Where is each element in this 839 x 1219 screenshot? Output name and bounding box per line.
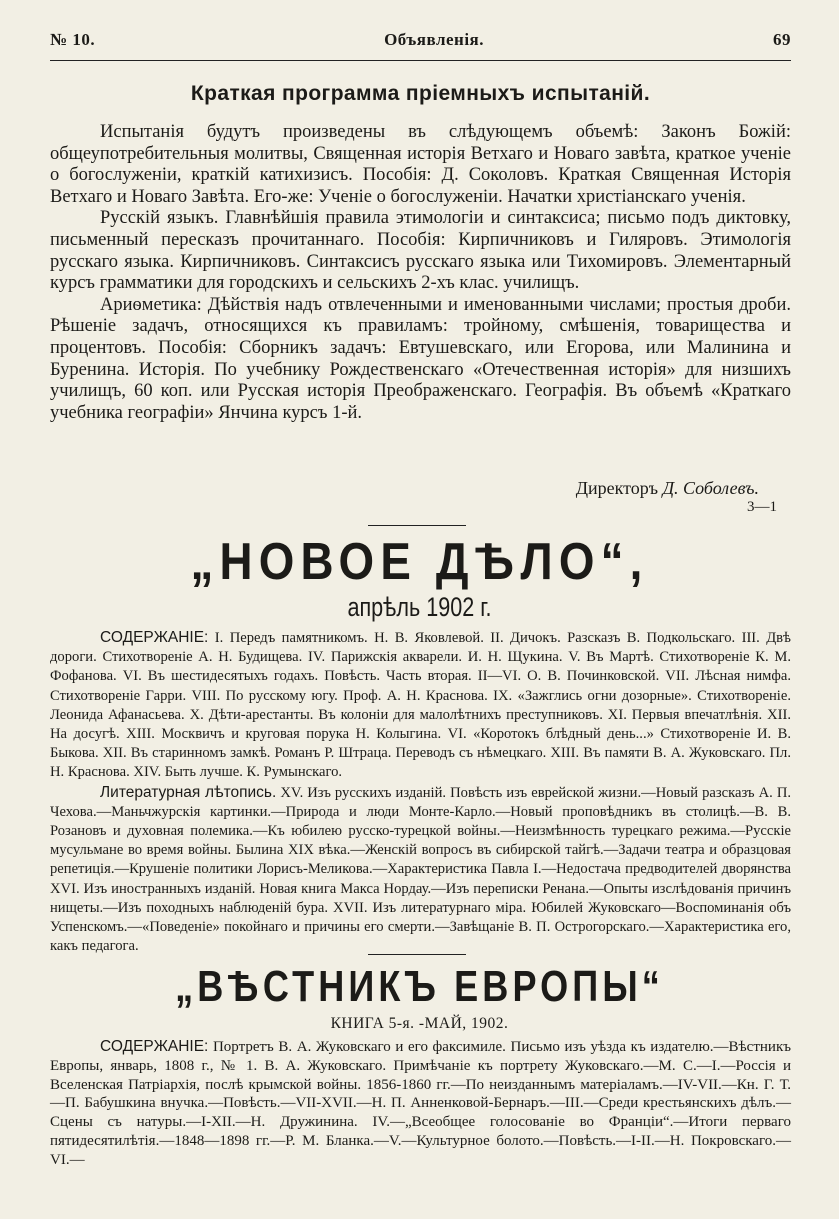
novoe-delo-contents — [50, 628, 791, 956]
vestnik-contents — [50, 1038, 791, 1170]
issue-number: № 10. — [50, 30, 96, 49]
header-rule — [50, 60, 791, 61]
vestnik-title: „ВѢСТНИКЪ ЕВРОПЫ“ — [175, 962, 664, 1011]
vestnik-date: КНИГА 5-я. -МАЙ, 1902. — [330, 1015, 509, 1032]
chronicle-text: XV. Изъ русскихъ изданій. Повѣсть изъ еврейской жизни.—Новый разсказъ А. П. Чехова.—Маньчжурскія картинки.—Природа и люди Монте-Карло.—Новый проповѣдникъ въ столицѣ.—В. В. Розановъ и духовная полемика.—Къ юбилею русско-турецкой войны.—Неизмѣнность турецкаго режима.—Русскіе мусульмане во время войны. Былина XIX вѣка.—Женскій вопросъ въ сибирской тайгѣ.—Задачи театра и образцовая репетиція.—Крушеніе политики Лорисъ-Меликова.—Характеристика Павла I.—Недостача предводителей дворянства XVI. Изъ иностранныхъ изданій. Новая книга Макса Нордау.—Изъ переписки Ренана.—Опыты изслѣдованія причинъ нищеты.—Изъ походныхъ наблюденій бура. XVII. Изъ литературнаго міра. Юбилей Жуковскаго—Воспоминанія объ Успенскомъ.—«Поведеніе» покойнаго и причины его смерти.—Завѣщаніе В. П. Острогорскаго.—Характеристика его, какъ педагога. — [50, 784, 792, 955]
novoe-delo-date: апрѣль 1902 г. — [347, 592, 492, 622]
page-header — [50, 30, 791, 58]
contents-label: СОДЕРЖАНІЕ: — [100, 1038, 209, 1055]
novoe-delo-contents-paragraph — [50, 628, 791, 783]
separator-rule — [368, 525, 466, 526]
chronicle-label: Литературная лѣтопись. — [100, 783, 277, 801]
director-signature — [576, 478, 759, 499]
page-number: 69 — [772, 30, 791, 49]
signature-name: Д. Соболевъ. — [662, 478, 759, 498]
signature-number: 3—1 — [747, 499, 777, 515]
novoe-delo-chronicle-paragraph — [50, 783, 791, 957]
section-title: Объявленія. — [384, 30, 484, 49]
separator-rule — [368, 954, 466, 955]
contents-label: СОДЕРЖАНІЕ: — [100, 629, 209, 646]
program-paragraph-arithmetic: Ариѳметика: Дѣйствія надъ отвлеченными и именованными числами; простыя дроби. Рѣшеніе задачъ, относящихся къ правиламъ: тройному, смѣшенія, товарищества и процентовъ. Пособія: Сборникъ задачъ: Евтушевскаго, или Егорова, или Малинина и Буренина. Исторія. По учебнику Рождественскаго «Отечественная исторія» для низшихъ училищъ, 60 коп. или Русская исторія Преображенскаго. Географія. Въ объемѣ «Краткаго учебника географіи» Янчина курсъ 1-й. — [50, 294, 791, 423]
program-body — [50, 122, 791, 424]
contents-text: Портретъ В. А. Жуковскаго и его факсимиле. Письмо изъ уѣзда къ издателю.—Вѣстникъ Европы, январь, 1808 г., № 1. В. А. Жуковскаго. Примѣчаніе къ портрету Жуковскаго.—М. С.—I.—Россія и Вселенская Патріархія, послѣ крымской войны. 1856-1860 гг.—По неизданнымъ матеріаламъ.—IV-VII.—Кн. Г. Т.—П. Бабушкина внучка.—Повѣсть.—VII-XVII.—Н. П. Анненковой-Бернаръ.—III.—Среди крестьянскихъ дѣлъ.—Сцены съ натуры.—I-XII.—Н. Дружинина. IV.—„Всеобщее голосованіе во Франціи“.—Итоги перваго пятидесятилѣтія.—1848—1898 гг.—Р. М. Бланка.—V.—Культурное болото.—Повѣсть.—I-II.—Н. Покровскаго.—VI.— — [50, 1039, 791, 1168]
contents-text: I. Передъ памятникомъ. Н. В. Яковлевой. II. Дичокъ. Разсказъ В. Подкольскаго. III. Двѣ дороги. Стихотвореніе А. Н. Будищева. IV. Парижскія акварели. И. Н. Щукина. V. Въ Мартѣ. Стихотвореніе К. М. Фофанова. VI. Въ шестидесятыхъ годахъ. Повѣсть. Часть вторая. II—VI. О. В. Починковской. VII. Лѣсная нимфа. Стихотвореніе Гарри. VIII. По русскому югу. Проф. А. Н. Краснова. IX. «Зажглись огни дозорные». Стихотвореніе. Леонида Афанасьева. X. Дѣти-арестанты. Въ колоніи для малолѣтнихъ преступниковъ. XI. Первыя впечатлѣнія. XII. На досугѣ. XIII. Москвичъ и круговая порука Н. Колыгина. VI. «Коротокъ блѣдный день...» Стихотвореніе И. В. Быкова. XII. Въ старинномъ замкѣ. Романъ Р. Штраца. Переводъ съ нѣмецкаго. XIII. Въ памяти В. А. Жуковскаго. Пл. Н. Краснова. XIV. Быть лучше. К. Румынскаго. — [50, 630, 791, 781]
program-paragraph-russian: Русскій языкъ. Главнѣйшія правила этимологіи и синтаксиса; письмо подъ диктовку, письменный пересказъ прочитаннаго. Пособія: Кирпичниковъ и Гиляровъ. Этимологія русскаго языка. Кирпичниковъ. Синтаксисъ русскаго языка или Тихомировъ. Элементарный курсъ грамматики для городскихъ и сельскихъ 2-хъ клас. училищъ. — [50, 208, 791, 294]
program-paragraph-religion: Испытанія будутъ произведены въ слѣдующемъ объемѣ: Законъ Божій: общеупотребительныя молитвы, Священная исторія Ветхаго и Новаго завѣта, краткое ученіе о богослуженіи, краткій катихизисъ. Пособія: Д. Соколовъ. Краткая Священная Исторія Ветхаго и Новаго Завѣта. Его-же: Ученіе о богослуженіи. Начатки христіанскаго ученія. — [50, 122, 791, 207]
program-title: Краткая программа пріемныхъ испытаній. — [190, 82, 651, 105]
vestnik-contents-paragraph — [50, 1038, 791, 1170]
novoe-delo-title: „НОВОЕ ДѢЛО“, — [190, 533, 649, 591]
signature-title: Директоръ — [575, 478, 659, 498]
